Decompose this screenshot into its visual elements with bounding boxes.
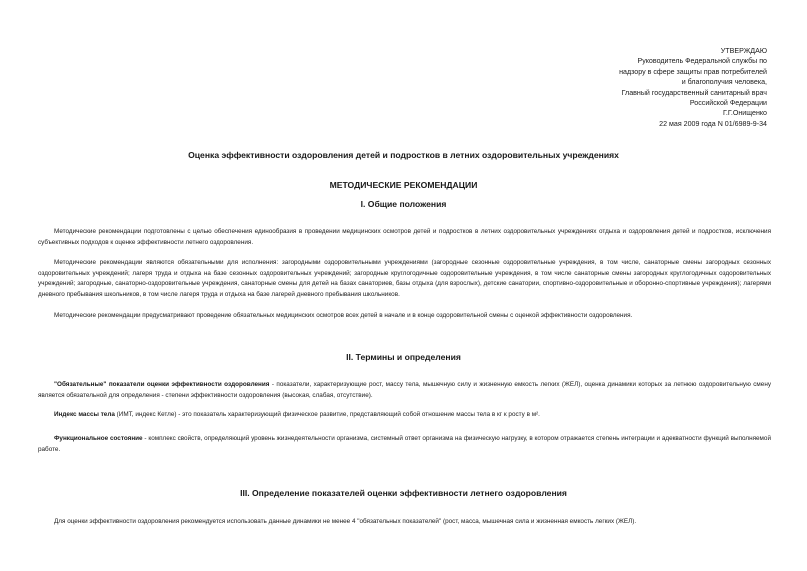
- document-subtitle: МЕТОДИЧЕСКИЕ РЕКОМЕНДАЦИИ: [329, 180, 478, 190]
- section-heading-general: I. Общие положения: [360, 199, 447, 209]
- approval-block: [619, 46, 767, 129]
- paragraph: [38, 227, 771, 248]
- approval-line: Руководитель Федеральной службы по: [637, 57, 767, 66]
- paragraph-text: Для оценки эффективности оздоровления рекомендуется использовать данные динамики не менее 4 "обязательных показателей" (рост, масса, мышечная сила и жизненная емкость легких (ЖЕЛ).: [54, 518, 637, 525]
- document-title: Оценка эффективности оздоровления детей и подростков в летних оздоровительных учреждениях: [188, 150, 619, 160]
- paragraph: [38, 258, 771, 300]
- paragraph-text: Методические рекомендации подготовлены с целью обеспечения единообразия в проведении медицинских осмотров детей и подростков в летних оздоровительных учреждениях отдыха и оздоровления детей и подростков, исключения субъективных подходов к оценке эффективности летнего оздоровления.: [38, 228, 771, 246]
- section-heading-indicators: III. Определение показателей оценки эффективности летнего оздоровления: [240, 488, 567, 498]
- approval-line: 22 мая 2009 года N 01/6989-9-34: [659, 119, 767, 128]
- paragraph-text: Методические рекомендации являются обязательными для исполнения: загородными оздоровительными учреждениями (загородные сезонные оздоровительные учреждения, в том числе, санаторные смены загородных сезонных оздоровительных учреждений; лагеря труда и отдыха на базе сезонных оздоровительных учреждений; загородные круглогодичные оздоровительные учреждения, в том числе санаторные смены загородных круглогодичных оздоровительных учреждений; загородные, санаторно-оздоровительные учреждения, санаторные смены для детей на базах санаториев, базы отдыха (для взрослых), детские санатории, спортивно-оздоровительные и оборонно-спортивные учреждения); лагерями дневного пребывания школьников, в том числе лагеря труда и отдыха на базе лагерей дневного пребывания школьников.: [38, 259, 771, 298]
- approval-line: и благополучия человека,: [681, 78, 767, 87]
- definition-term: Индекс массы тела: [54, 411, 115, 418]
- definition-item: [38, 434, 771, 455]
- definition-text: (ИМТ, индекс Кетле) - это показатель характеризующий физическое развитие, представляющий собой отношение массы тела в кг к росту в м².: [114, 411, 540, 418]
- definition-text: - показатели, характеризующие рост, массу тела, мышечную силу и жизненную емкость легких (ЖЕЛ), оценка динамики которых за летнюю оздоровительную смену является обязательной для определения - степени эффективности оздоровления (высокая, слабая, отсутствие).: [38, 381, 771, 399]
- paragraph-text: Методические рекомендации предусматривают проведение обязательных медицинских осмотров всех детей в начале и в конце оздоровительной смены с оценкой эффективности оздоровления.: [54, 312, 633, 319]
- section-heading-terms: II. Термины и определения: [346, 352, 461, 362]
- paragraph: [38, 517, 771, 528]
- definition-text: - комплекс свойств, определяющий уровень жизнедеятельности организма, системный ответ организма на физическую нагрузку, в котором отражается степень интеграции и адекватности функций выполняемой работе.: [38, 435, 771, 453]
- approval-line: Главный государственный санитарный врач: [621, 88, 767, 97]
- approval-line: УТВЕРЖДАЮ: [720, 47, 767, 55]
- approval-line: надзору в сфере защиты прав потребителей: [619, 67, 767, 76]
- paragraph: [38, 311, 771, 322]
- definition-item: [38, 410, 771, 421]
- approval-line: Российской Федерации: [689, 99, 767, 108]
- definition-term: "Обязательные" показатели оценки эффективности оздоровления: [54, 381, 270, 388]
- definition-term: Функциональное состояние: [54, 435, 143, 442]
- definition-item: [38, 380, 771, 401]
- approval-line: Г.Г.Онищенко: [722, 109, 767, 118]
